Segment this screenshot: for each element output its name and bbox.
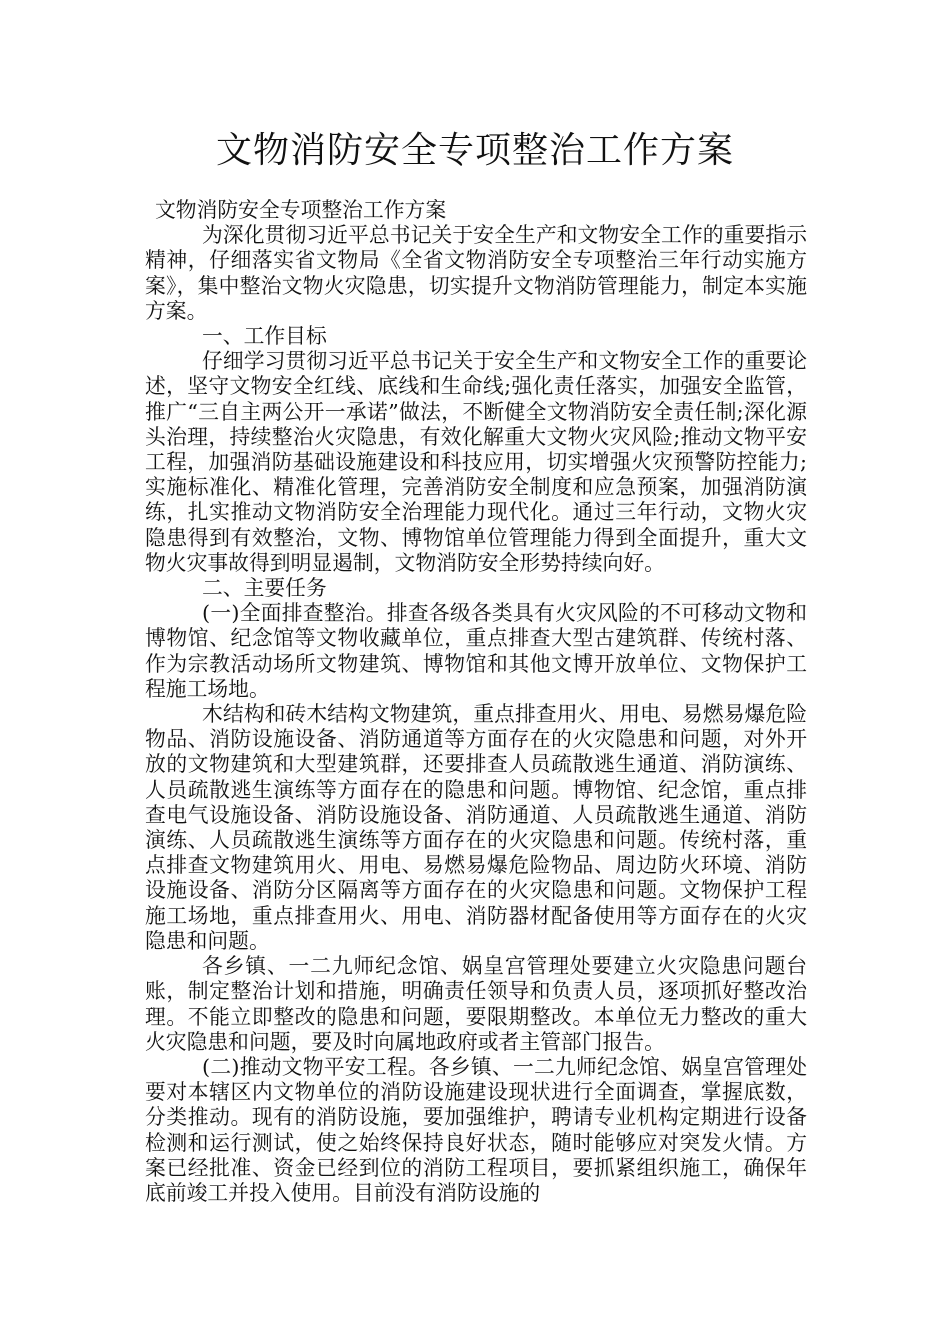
paragraph-task-1-ledger: 各乡镇、一二九师纪念馆、娲皇宫管理处要建立火灾隐患问题台账，制定整治计划和措施，明确责任领导和负责人员，逐项抓好整改治理。不能立即整改的隐患和问题，要限期整改。本单位无力整改的重大火灾隐患和问题，要及时向属地政府或者主管部门报告。	[145, 954, 807, 1054]
document-body	[145, 198, 807, 1206]
paragraph-task-1-details: 木结构和砖木结构文物建筑，重点排查用火、用电、易燃易爆危险物品、消防设施设备、消防通道等方面存在的火灾隐患和问题，对外开放的文物建筑和大型建筑群，还要排查人员疏散逃生通道、消防演练、人员疏散逃生演练等方面存在的隐患和问题。博物馆、纪念馆，重点排查电气设施设备、消防设施设备、消防通道、人员疏散逃生通道、消防演练、人员疏散逃生演练等方面存在的火灾隐患和问题。传统村落，重点排查文物建筑用火、用电、易燃易爆危险物品、周边防火环境、消防设施设备、消防分区隔离等方面存在的火灾隐患和问题。文物保护工程施工场地，重点排查用火、用电、消防器材配备使用等方面存在的火灾隐患和问题。	[145, 702, 807, 953]
document-subtitle: 文物消防安全专项整治工作方案	[155, 198, 447, 222]
paragraph-task-1: (一)全面排查整治。排查各级各类具有火灾风险的不可移动文物和博物馆、纪念馆等文物收藏单位，重点排查大型古建筑群、传统村落、作为宗教活动场所文物建筑、博物馆和其他文博开放单位、文物保护工程施工场地。	[145, 601, 807, 701]
paragraph-goals: 仔细学习贯彻习近平总书记关于安全生产和文物安全工作的重要论述，坚守文物安全红线、底线和生命线;强化责任落实，加强安全监管，推广“三自主两公开一承诺”做法，不断健全文物消防安全责任制;深化源头治理，持续整治火灾隐患，有效化解重大文物火灾风险;推动文物平安工程，加强消防基础设施建设和科技应用，切实增强火灾预警防控能力;实施标准化、精准化管理，完善消防安全制度和应急预案，加强消防演练，扎实推动文物消防安全治理能力现代化。通过三年行动，文物火灾隐患得到有效整治，文物、博物馆单位管理能力得到全面提升，重大文物火灾事故得到明显遏制，文物消防安全形势持续向好。	[145, 349, 807, 575]
document-title: 文物消防安全专项整治工作方案	[215, 130, 734, 171]
paragraph-intro: 为深化贯彻习近平总书记关于安全生产和文物安全工作的重要指示精神，仔细落实省文物局《全省文物消防安全专项整治三年行动实施方案》，集中整治文物火灾隐患，切实提升文物消防管理能力，制定本实施方案。	[145, 223, 807, 323]
section-heading-goals: 一、工作目标	[202, 324, 327, 349]
section-heading-tasks: 二、主要任务	[202, 576, 327, 601]
paragraph-task-2: (二)推动文物平安工程。各乡镇、一二九师纪念馆、娲皇宫管理处要对本辖区内文物单位的消防设施建设现状进行全面调查，掌握底数，分类推动。现有的消防设施，要加强维护，聘请专业机构定期进行设备检测和运行测试，使之始终保持良好状态，随时能够应对突发火情。方案已经批准、资金已经到位的消防工程项目，要抓紧组织施工，确保年底前竣工并投入使用。目前没有消防设施的	[145, 1054, 807, 1205]
